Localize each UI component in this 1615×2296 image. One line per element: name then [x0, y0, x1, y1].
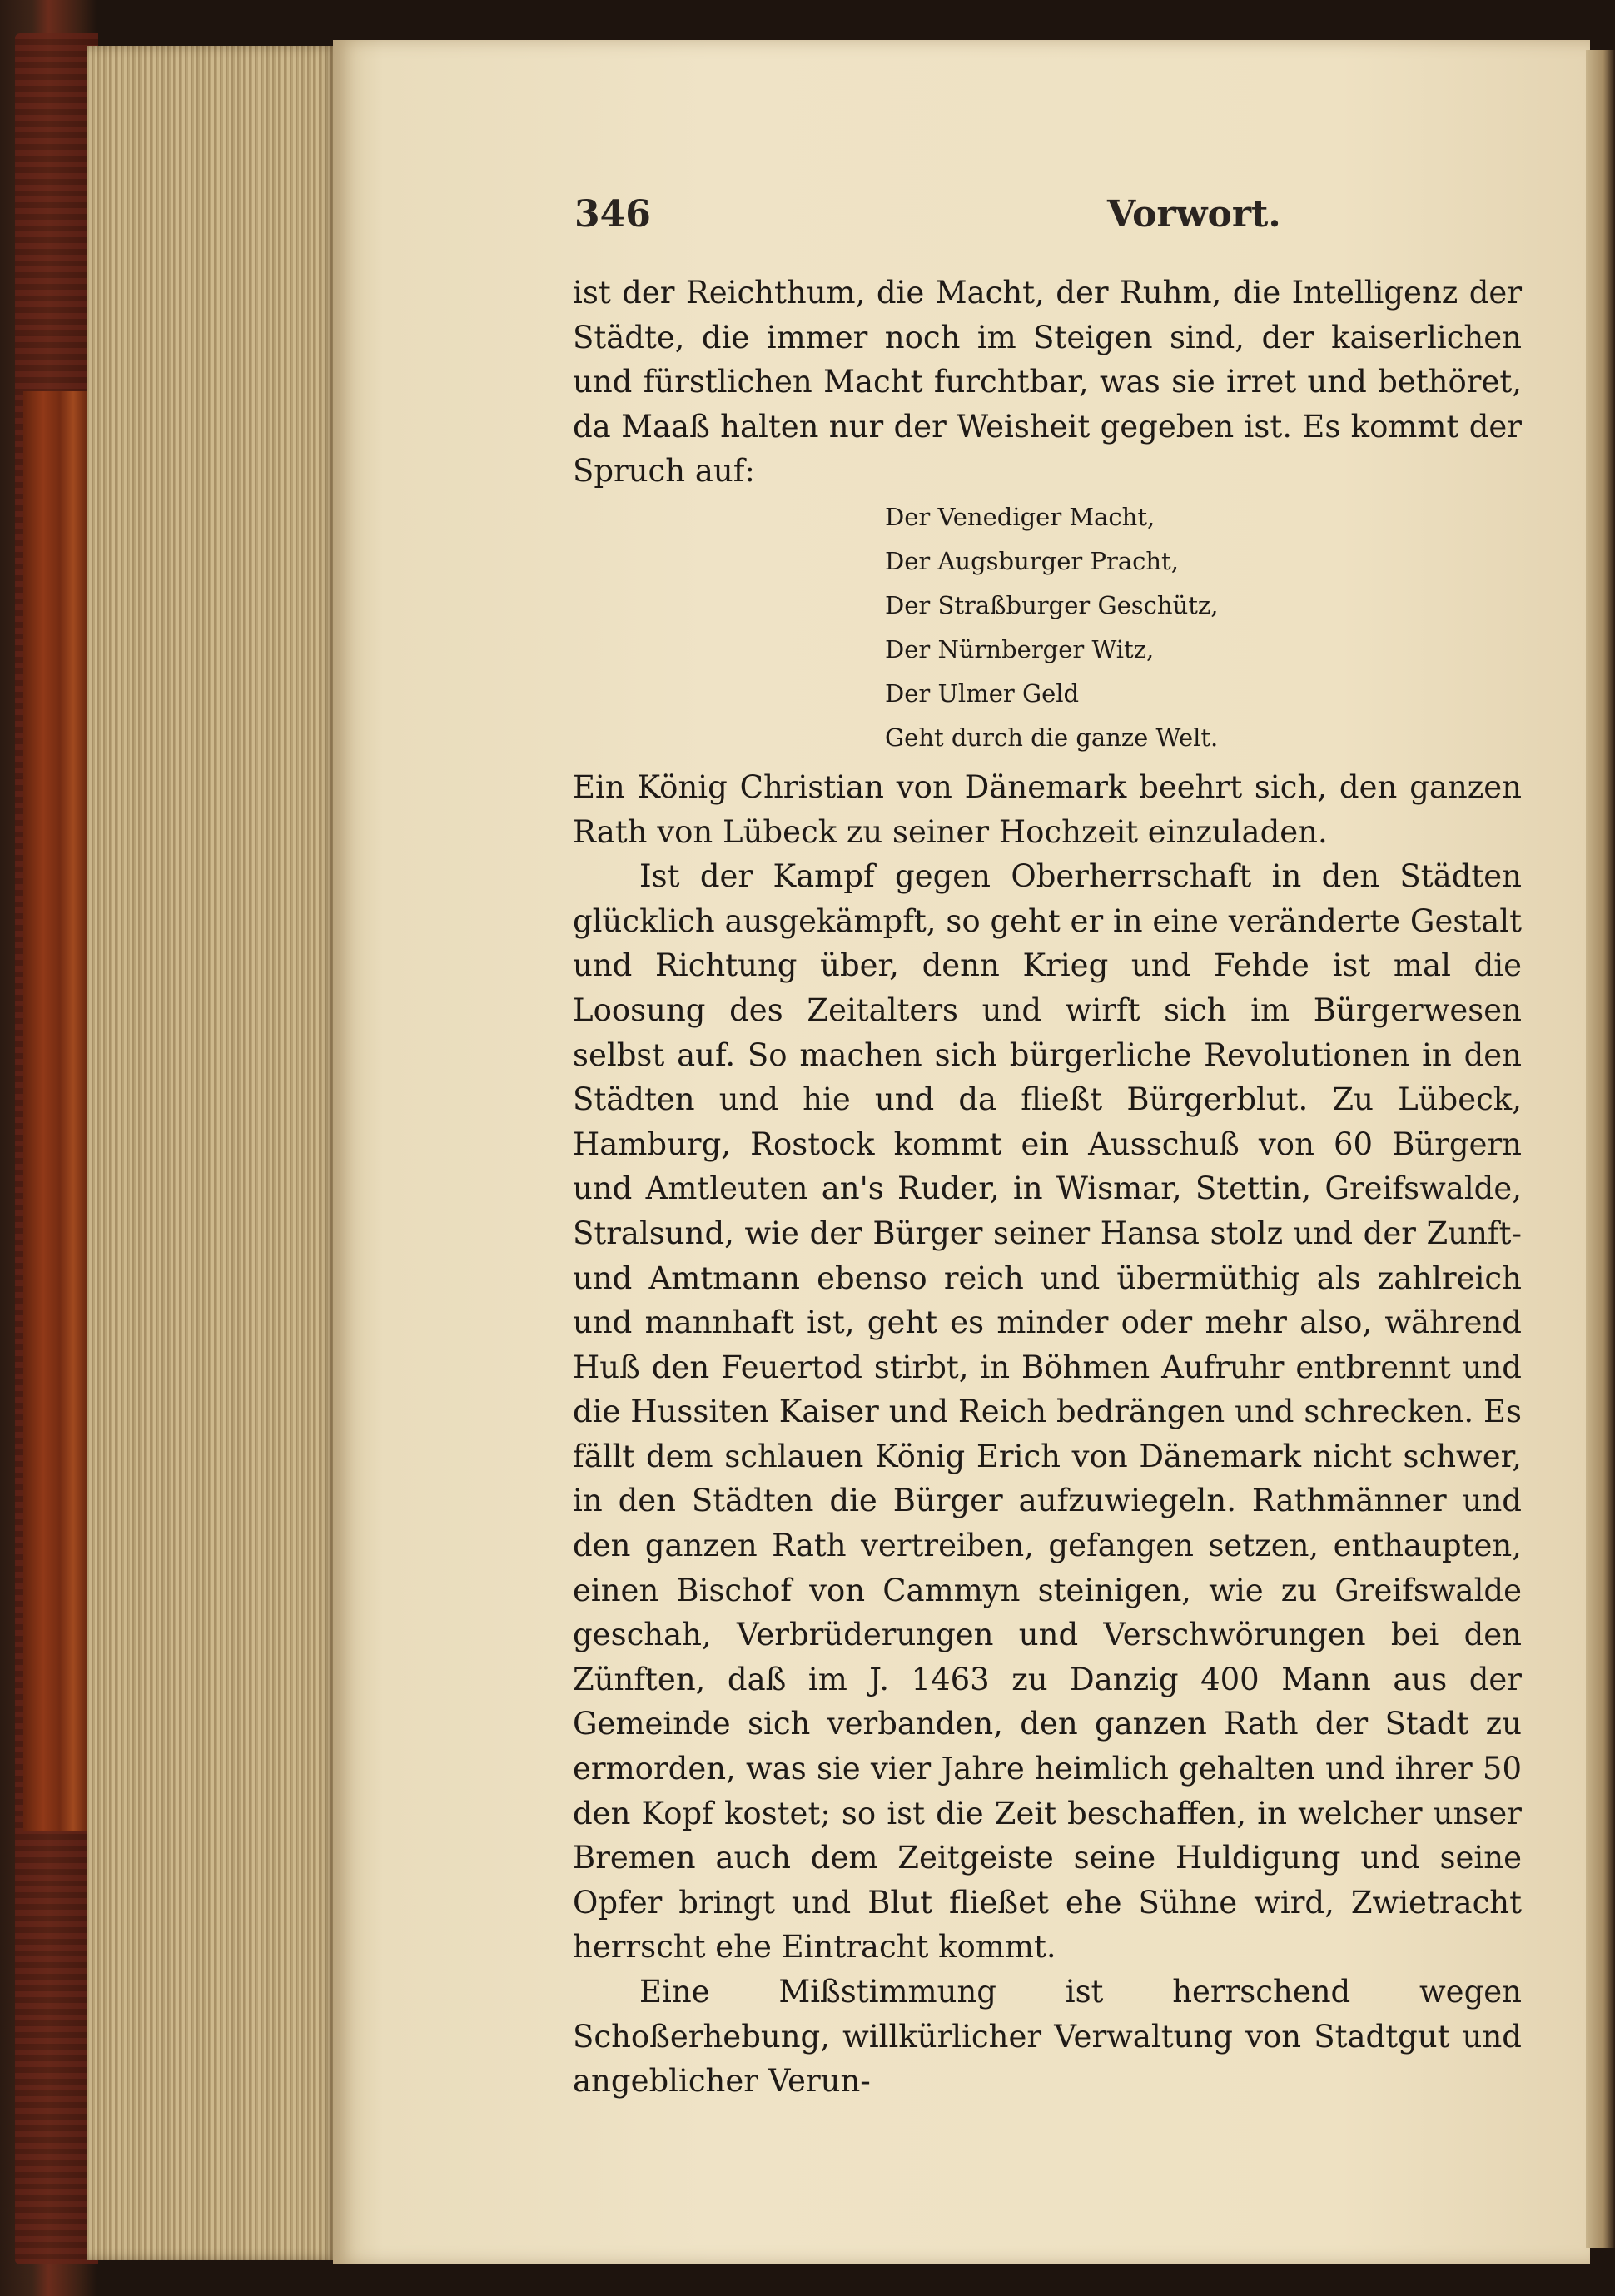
- verse-line: Geht durch die ganze Welt.: [885, 723, 1219, 752]
- paragraph: Eine Mißstimmung ist herrschend wegen Schoßerhebung, willkürlicher Verwaltung von Stadtgut und angeblicher Verun-: [573, 1974, 1522, 2100]
- body-text: [573, 271, 1522, 2104]
- verse-line: Der Augsburger Pracht,: [885, 546, 1179, 575]
- paragraph: ist der Reichthum, die Macht, der Ruhm, die Intelligenz der Städte, die immer noch im Steigen sind, der kaiserlichen und fürstlichen Macht furchtbar, was sie irret und bethöret, da Maaß halten nur der Weisheit gegeben ist. Es kommt der Spruch auf:: [573, 275, 1522, 490]
- verse-line: Der Straßburger Geschütz,: [885, 590, 1219, 619]
- book-cover-marbled-band: [23, 391, 90, 1831]
- verse-line: Der Nürnberger Witz,: [885, 634, 1155, 663]
- page-header: [574, 193, 1519, 243]
- paragraph: Ein König Christian von Dänemark beehrt sich, den ganzen Rath von Lübeck zu seiner Hochzeit einzuladen.: [573, 768, 1522, 850]
- verse-line: Der Venediger Macht,: [885, 502, 1155, 531]
- paragraph: Ist der Kampf gegen Oberherrschaft in den Städten glücklich ausgekämpft, so geht er in eine veränderte Gestalt und Richtung über, denn Krieg und Fehde ist mal die Loosung des Zeitalters und wirft sich im Bürgerwesen selbst auf. So machen sich bürgerliche Revolutionen in den Städten und hie und da fließt Bürgerblut. Zu Lübeck, Hamburg, Rostock kommt ein Ausschuß von 60 Bürgern und Amtleuten an's Ruder, in Wismar, Stettin, Greifswalde, Stralsund, wie der Bürger seiner Hansa stolz und der Zunft- und Amtmann ebenso reich und übermüthig als zahlreich und mannhaft ist, geht es minder oder mehr also, während Huß den Feuertod stirbt, in Böhmen Aufruhr entbrennt und die Hussiten Kaiser und Reich bedrängen und schrecken. Es fällt dem schlauen König Erich von Dänemark nicht schwer, in den Städten die Bürger aufzuwiegeln. Rathmänner und den ganzen Rath vertreiben, gefangen setzen, enthaupten, einen Bischof von Cammyn steinigen, wie zu Greifswalde geschah, Verbrüderungen und Verschwörungen bei den Zünften, daß im J. 1463 zu Danzig 400 Mann aus der Gemeinde sich verbanden, den ganzen Rath der Stadt zu ermorden, was sie vier Jahre heimlich gehalten und ihrer 50 den Kopf kostet; so ist die Zeit beschaffen, in welcher unser Bremen auch dem Zeitgeiste seine Huldigung und seine Opfer bringt und Blut fließet ehe Sühne wird, Zwietracht herrscht ehe Eintracht kommt.: [573, 858, 1522, 1966]
- running-title: Vorwort.: [1107, 193, 1281, 236]
- verse-line: Der Ulmer Geld: [885, 678, 1080, 708]
- verse-block: [885, 495, 1522, 760]
- page-block-edges: [87, 46, 337, 2260]
- page-right-edge: [1586, 50, 1615, 2248]
- page-number: 346: [574, 193, 651, 236]
